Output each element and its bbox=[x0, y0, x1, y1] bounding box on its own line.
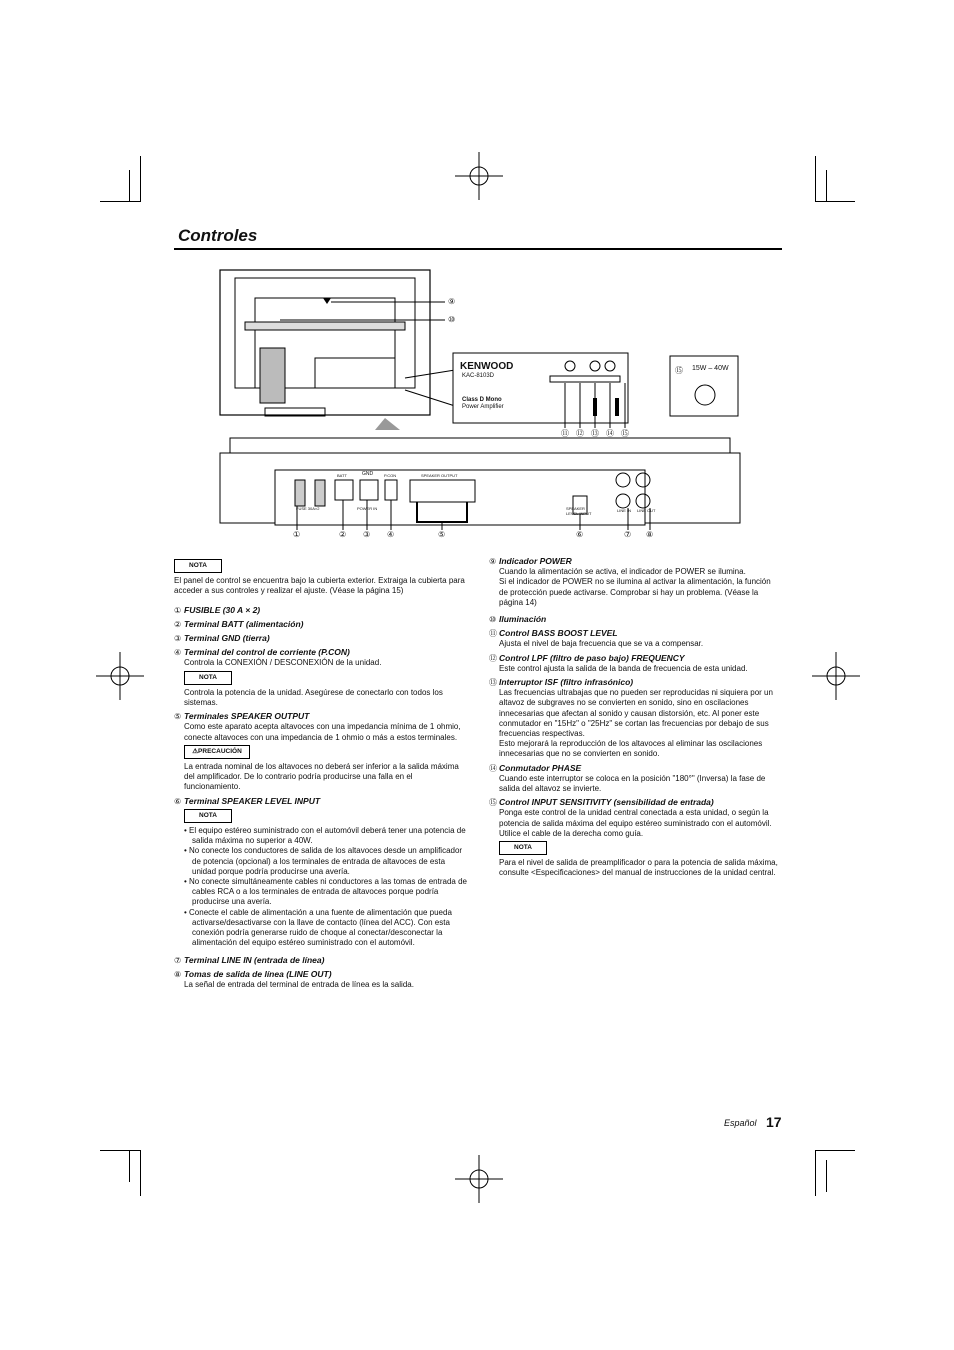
right-column bbox=[489, 556, 781, 879]
callout-5: ⑤ bbox=[438, 530, 446, 539]
callout-7: ⑦ bbox=[624, 530, 632, 539]
item-number: ④ bbox=[174, 648, 182, 658]
item-number: ② bbox=[174, 619, 182, 629]
left-column bbox=[174, 557, 469, 990]
item-heading: Terminal GND (tierra) bbox=[184, 633, 270, 644]
crop-mark bbox=[100, 201, 140, 202]
nota-badge: NOTA bbox=[499, 841, 547, 855]
desc-class: Class D Mono bbox=[462, 397, 502, 403]
label-speaker-output: SPEAKER OUTPUT bbox=[421, 473, 458, 478]
callout-3: ③ bbox=[363, 530, 371, 539]
crop-mark bbox=[129, 1150, 130, 1182]
callout-15: ⑮ bbox=[621, 429, 629, 438]
item-heading: Tomas de salida de línea (LINE OUT) bbox=[184, 968, 332, 979]
nota-badge: NOTA bbox=[174, 559, 222, 573]
item-heading: Control BASS BOOST LEVEL bbox=[499, 628, 618, 639]
label-line-in: LINE IN bbox=[617, 508, 632, 513]
crop-mark bbox=[140, 156, 141, 202]
item-number: ① bbox=[174, 605, 182, 615]
item-text: Controla la CONEXIÓN / DESCONEXIÓN de la unidad. bbox=[184, 658, 382, 668]
callout-9: ⑨ bbox=[448, 297, 456, 306]
caution-badge: ⚠PRECAUCIÓN bbox=[184, 745, 250, 759]
caution-text: La entrada nominal de los altavoces no deberá ser inferior a la salida máxima del amplificador. De lo contrario podría producirse una falla en el funcionamiento. bbox=[184, 762, 459, 792]
bullet-item: • Conecte el cable de alimentación a una fuente de alimentación que pueda activarse/desactivarse con la llave de contacto (línea del ACC). Con esta conexión podría generarse ruido de choque al conectar/desconectar la alimentación del equipo estéreo suministrado con el automóvil. bbox=[184, 907, 452, 948]
item-heading: Indicador POWER bbox=[499, 556, 572, 566]
item-text: Cuando la alimentación se activa, el indicador de POWER se ilumina. bbox=[499, 567, 746, 577]
callout-12: ⑫ bbox=[576, 429, 584, 438]
item-heading: Iluminación bbox=[499, 614, 547, 625]
registration-mark bbox=[455, 152, 503, 200]
nota-badge: NOTA bbox=[184, 809, 232, 823]
item-text: Ajusta el nivel de baja frecuencia que se va a compensar. bbox=[499, 639, 704, 649]
page-title: Controles bbox=[178, 226, 258, 245]
item-heading: FUSIBLE (30 A × 2) bbox=[184, 604, 261, 615]
label-fuse: FUSE 30A×2 bbox=[296, 506, 320, 511]
callout-11: ⑪ bbox=[561, 429, 569, 438]
callout-10: ⑩ bbox=[448, 315, 456, 324]
crop-mark bbox=[826, 1160, 827, 1192]
label-line-out: LINE OUT bbox=[637, 508, 656, 513]
item-text: Ponga este control de la unidad central conectada a esta unidad, o según la potencia de salida máxima del equipo estéreo suministrado con el automóvil. Utilice el cable de la derecha como guía. bbox=[499, 808, 772, 838]
item-number: ⑬ bbox=[489, 678, 497, 688]
sensitivity-label: 15W – 40W bbox=[692, 365, 729, 372]
bullet-item: • No conecte simultáneamente cables ni conductores a las tomas de entrada de cables RCA o a los terminales de entrada de altavoces porque podría producirse una avería. bbox=[184, 877, 467, 907]
item-number: ⑮ bbox=[489, 798, 497, 808]
label-gnd: GND bbox=[362, 471, 374, 477]
callout-14: ⑭ bbox=[606, 429, 614, 438]
item-heading: Terminal SPEAKER LEVEL INPUT bbox=[184, 795, 321, 806]
item-text: Las frecuencias ultrabajas que no pueden ser reproducidas ni siquiera por un altavoz de subgraves no se convierten en sonido, sino en oscilaciones innecesarias que afectan al sonido y causan distorsión, etc. Al poner este conmutador en "15Hz" o "25Hz" se cortan las frecuencias por debajo de sus frecuencias respectivas. bbox=[499, 688, 773, 739]
label-power-in: POWER IN bbox=[357, 506, 378, 511]
footer-language: Español bbox=[724, 1118, 757, 1128]
crop-mark bbox=[815, 201, 855, 202]
item-number: ⑨ bbox=[489, 557, 497, 566]
item-number: ⑥ bbox=[174, 796, 182, 806]
item-heading: Terminal del control de corriente (P.CON) bbox=[184, 647, 350, 658]
item-heading: Terminal BATT (alimentación) bbox=[184, 618, 304, 629]
item-number: ⑩ bbox=[489, 615, 497, 625]
item-text: Este control ajusta la salida de la banda de frecuencia de esta unidad. bbox=[499, 663, 748, 673]
registration-mark bbox=[455, 1155, 503, 1203]
crop-mark bbox=[815, 1150, 855, 1151]
registration-mark bbox=[812, 652, 860, 700]
crop-mark bbox=[129, 170, 130, 202]
callout-2: ② bbox=[339, 530, 347, 539]
crop-mark bbox=[815, 1150, 816, 1196]
model-name: KAC-8103D bbox=[462, 373, 495, 379]
label-batt: BATT bbox=[337, 473, 347, 478]
label-level-input: SPEAKER LEVEL INPUT bbox=[566, 506, 592, 516]
label-pcon: P.CON bbox=[384, 473, 397, 478]
desc-amp: Power Amplifier bbox=[462, 404, 504, 410]
callout-4: ④ bbox=[387, 530, 395, 539]
brand-logo: KENWOOD bbox=[460, 361, 514, 372]
crop-mark bbox=[100, 1150, 140, 1151]
item-heading: Control INPUT SENSITIVITY (sensibilidad de entrada) bbox=[499, 797, 714, 808]
nota-text: Para el nivel de salida de preamplificador o para la potencia de salida máxima, consulte <Especificaciones> del manual de instrucciones de la unidad central. bbox=[499, 858, 778, 878]
item-heading: Terminal LINE IN (entrada de línea) bbox=[184, 954, 325, 965]
item-text: Si el indicador de POWER no se ilumina al activar la alimentación, la función de protección puede activarse. Comprobar si hay un problema. (Véase la página 14) bbox=[499, 577, 771, 607]
nota-text: Controla la potencia de la unidad. Asegúrese de conectarlo con todos los sistemas. bbox=[184, 687, 443, 708]
item-number: ⑤ bbox=[174, 712, 182, 722]
item-number: ③ bbox=[174, 634, 182, 644]
item-heading: Control LPF (filtro de paso bajo) FREQUENCY bbox=[499, 652, 685, 663]
bullet-item: • El equipo estéreo suministrado con el automóvil deberá tener una potencia de salida máxima no superior a 40W. bbox=[184, 826, 466, 846]
item-number: ⑦ bbox=[174, 955, 182, 965]
nota-badge: NOTA bbox=[184, 671, 232, 685]
callout-8: ⑧ bbox=[646, 530, 654, 539]
item-number: ⑫ bbox=[489, 653, 497, 663]
crop-mark bbox=[826, 170, 827, 202]
item-number: ⑪ bbox=[489, 629, 497, 639]
callout-13: ⑬ bbox=[591, 429, 599, 438]
item-number: ⑭ bbox=[489, 763, 497, 773]
registration-mark bbox=[96, 652, 144, 700]
item-heading: Terminales SPEAKER OUTPUT bbox=[184, 711, 310, 722]
callout-6: ⑥ bbox=[576, 530, 584, 539]
item-text: Cuando este interruptor se coloca en la posición "180°" (Inversa) la fase de salida del altavoz se invierte. bbox=[499, 773, 766, 794]
bullet-item: • No conecte los conductores de salida de los altavoces desde un amplificador de potencia (opcional) a los terminales de entrada de altavoces de esta unidad porque podría producirse una avería. bbox=[184, 846, 463, 876]
title-rule bbox=[174, 248, 782, 250]
item-number: ⑧ bbox=[174, 969, 182, 979]
item-heading: Interruptor ISF (filtro infrasónico) bbox=[499, 677, 634, 688]
item-text: Como este aparato acepta altavoces con una impedancia mínima de 1 ohmio, conecte altavoces con una impedancia de 1 ohmio o más a estos terminales. bbox=[184, 722, 461, 742]
callout-1: ① bbox=[293, 530, 301, 539]
crop-mark bbox=[140, 1150, 141, 1196]
page-number: 17 bbox=[766, 1114, 782, 1130]
intro-text: El panel de control se encuentra bajo la cubierta exterior. Extraiga la cubierta para acceder a sus controles y realizar el ajuste. (Véase la página 15) bbox=[174, 576, 465, 596]
amplifier-diagram bbox=[205, 258, 745, 548]
item-heading: Conmutador PHASE bbox=[499, 762, 582, 773]
crop-mark bbox=[815, 156, 816, 202]
callout-15-box: ⑮ bbox=[675, 366, 683, 375]
item-text: Esto mejorará la reproducción de los altavoces al eliminar las oscilaciones innecesarias que no se convierten en sonido. bbox=[499, 739, 763, 759]
item-text: La señal de entrada del terminal de entrada de línea es la salida. bbox=[184, 979, 414, 989]
